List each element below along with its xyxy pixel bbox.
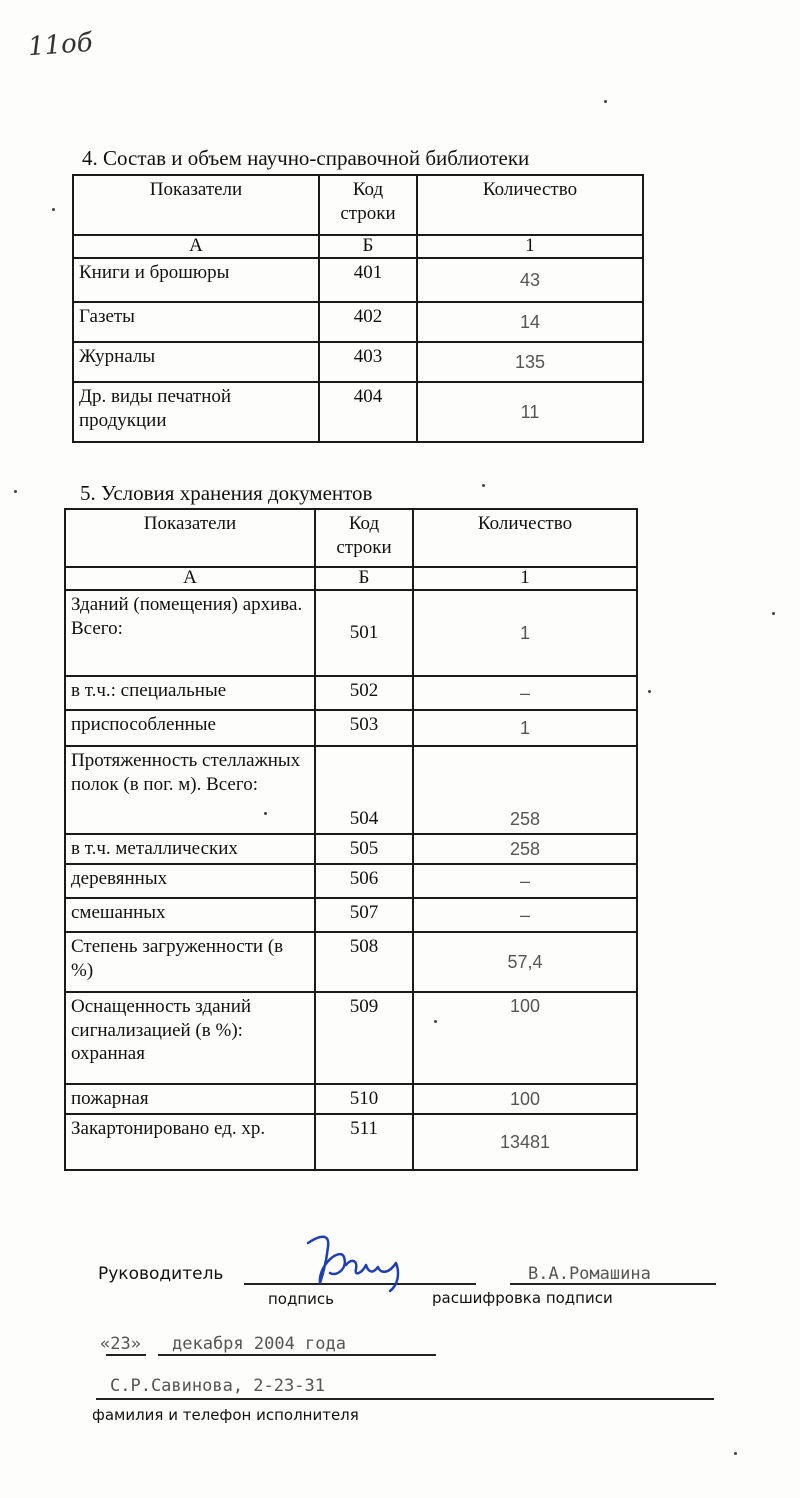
row-label: деревянных — [65, 864, 315, 898]
row-value: – — [413, 864, 637, 898]
row-code: 507 — [315, 898, 413, 932]
row-label: смешанных — [65, 898, 315, 932]
row-label: Степень загруженности (в %) — [65, 932, 315, 992]
decoding-caption: расшифровка подписи — [432, 1289, 613, 1307]
letter-b: Б — [319, 235, 417, 258]
header-quantity: Количество — [413, 509, 637, 567]
page-number-note: 11об — [27, 27, 94, 63]
table-row — [65, 1114, 637, 1170]
section-4-title: 4. Состав и объем научно-справочной библиотеки — [82, 146, 530, 170]
scan-speck — [604, 100, 607, 103]
table-row — [65, 590, 637, 676]
scan-speck — [264, 812, 267, 815]
row-code: 501 — [315, 590, 413, 676]
storage-table — [64, 508, 638, 1171]
scan-speck — [648, 690, 651, 693]
scan-speck — [482, 484, 485, 487]
row-code: 502 — [315, 676, 413, 710]
row-value: 57,4 — [413, 932, 637, 992]
row-value: 258 — [413, 834, 637, 864]
table-row — [65, 1084, 637, 1114]
row-label: Закартонировано ед. хр. — [65, 1114, 315, 1170]
row-label: Зданий (помещения) архива. Всего: — [65, 590, 315, 676]
table-row — [65, 992, 637, 1084]
row-label: Книги и брошюры — [73, 258, 319, 302]
table-row — [65, 746, 637, 834]
table-row — [65, 710, 637, 746]
date-line — [158, 1354, 436, 1356]
table-header-row — [73, 175, 643, 235]
row-label: Др. виды печатной продукции — [73, 382, 319, 442]
row-value: – — [413, 898, 637, 932]
executor-line — [96, 1398, 714, 1400]
table-row — [73, 342, 643, 382]
header-quantity: Количество — [417, 175, 643, 235]
scan-speck — [52, 208, 55, 211]
executor-info: С.Р.Савинова, 2-23-31 — [110, 1376, 325, 1396]
table-row — [65, 834, 637, 864]
head-label: Руководитель — [98, 1264, 224, 1284]
row-code: 505 — [315, 834, 413, 864]
row-code: 506 — [315, 864, 413, 898]
row-value: 100 — [413, 992, 637, 1084]
row-value: 14 — [417, 302, 643, 342]
row-code: 401 — [319, 258, 417, 302]
header-indicator: Показатели — [65, 509, 315, 567]
section-5-title: 5. Условия хранения документов — [80, 481, 373, 505]
head-name: В.А.Ромашина — [528, 1264, 651, 1284]
row-value: 100 — [413, 1084, 637, 1114]
row-label: Газеты — [73, 302, 319, 342]
row-code: 503 — [315, 710, 413, 746]
table-row — [73, 258, 643, 302]
date-day: «23» — [100, 1334, 141, 1354]
row-label: Журналы — [73, 342, 319, 382]
table-row — [65, 898, 637, 932]
library-table — [72, 174, 644, 443]
row-code: 402 — [319, 302, 417, 342]
row-value: 1 — [413, 710, 637, 746]
header-code: Код строки — [315, 509, 413, 567]
row-code: 504 — [315, 746, 413, 834]
date-day-line — [106, 1354, 146, 1356]
row-label: пожарная — [65, 1084, 315, 1114]
row-value: 1 — [413, 590, 637, 676]
letter-a: А — [73, 235, 319, 258]
letter-b: Б — [315, 567, 413, 590]
scan-speck — [434, 1020, 437, 1023]
letter-1: 1 — [417, 235, 643, 258]
row-value: – — [413, 676, 637, 710]
row-code: 404 — [319, 382, 417, 442]
row-label: в т.ч. металлических — [65, 834, 315, 864]
table-row — [73, 382, 643, 442]
row-value: 13481 — [413, 1114, 637, 1170]
table-row — [65, 864, 637, 898]
row-code: 511 — [315, 1114, 413, 1170]
table-header-row — [65, 509, 637, 567]
row-label: в т.ч.: специальные — [65, 676, 315, 710]
row-label: приспособленные — [65, 710, 315, 746]
row-label: Оснащенность зданий сигнализацией (в %): охранная — [65, 992, 315, 1084]
row-code: 403 — [319, 342, 417, 382]
letter-1: 1 — [413, 567, 637, 590]
row-code: 510 — [315, 1084, 413, 1114]
executor-caption: фамилия и телефон исполнителя — [92, 1406, 359, 1424]
handwritten-signature — [300, 1225, 410, 1295]
table-row — [65, 932, 637, 992]
scan-speck — [734, 1452, 737, 1455]
table-row — [73, 302, 643, 342]
column-letters-row — [73, 235, 643, 258]
row-value: 135 — [417, 342, 643, 382]
column-letters-row — [65, 567, 637, 590]
header-indicator: Показатели — [73, 175, 319, 235]
scan-speck — [14, 490, 17, 493]
scan-speck — [772, 612, 775, 615]
letter-a: А — [65, 567, 315, 590]
date-rest: декабря 2004 года — [172, 1334, 346, 1354]
name-line — [510, 1283, 716, 1285]
table-row — [65, 676, 637, 710]
row-value: 43 — [417, 258, 643, 302]
signature-caption: подпись — [268, 1290, 334, 1308]
header-code: Код строки — [319, 175, 417, 235]
row-code: 508 — [315, 932, 413, 992]
row-label: Протяженность стеллажных полок (в пог. м). Всего: — [65, 746, 315, 834]
row-value: 11 — [417, 382, 643, 442]
row-value: 258 — [413, 746, 637, 834]
row-code: 509 — [315, 992, 413, 1084]
